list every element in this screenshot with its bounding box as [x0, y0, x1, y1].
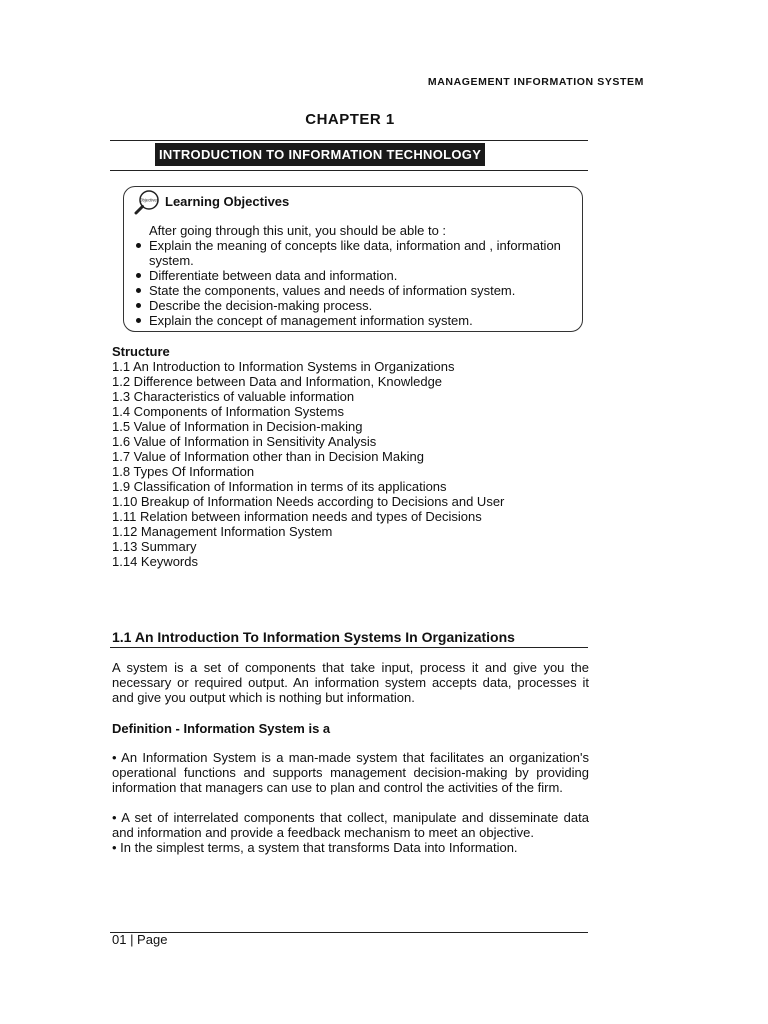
objective-item [133, 283, 573, 298]
bullet-icon [136, 273, 141, 278]
objective-item [133, 268, 573, 283]
objective-item [133, 298, 573, 313]
structure-item: 1.8 Types Of Information [112, 464, 255, 479]
structure-item: 1.10 Breakup of Information Needs according to Decisions and User [112, 494, 505, 509]
section-rule [110, 647, 588, 648]
objective-text: Describe the decision-making process. [149, 298, 373, 313]
objective-text: Explain the meaning of concepts like data, information and , information system. [149, 238, 561, 268]
objective-text: State the components, values and needs of information system. [149, 283, 516, 298]
bullet-icon [136, 243, 141, 248]
objective-item [133, 313, 573, 328]
magnifier-objectives-icon [133, 189, 161, 215]
structure-list [112, 344, 504, 569]
objective-text: Explain the concept of management information system. [149, 313, 473, 328]
chapter-label: CHAPTER 1 [305, 111, 395, 128]
structure-item: 1.13 Summary [112, 539, 197, 554]
page-number: 01 | Page [112, 932, 168, 947]
structure-item: 1.9 Classification of Information in terms of its applications [112, 479, 447, 494]
section-intro-paragraph: A system is a set of components that take input, process it and give you the necessary or required output. An information system accepts data, processes it and give you output which is nothing but information. [112, 660, 589, 705]
structure-item: 1.2 Difference between Data and Information, Knowledge [112, 374, 443, 389]
structure-item: 1.12 Management Information System [112, 524, 333, 539]
bullet-icon [136, 288, 141, 293]
objective-text: Differentiate between data and information. [149, 268, 398, 283]
bullet-icon [136, 318, 141, 323]
structure-heading: Structure [112, 344, 170, 359]
structure-item: 1.4 Components of Information Systems [112, 404, 344, 419]
learning-objectives-heading: Learning Objectives [165, 194, 290, 209]
running-header: MANAGEMENT INFORMATION SYSTEM [427, 76, 644, 88]
learning-objectives-list [133, 238, 573, 328]
title-rule [110, 170, 588, 171]
structure-item: 1.7 Value of Information other than in Decision Making [112, 449, 424, 464]
structure-item: 1.11 Relation between information needs and types of Decisions [112, 509, 482, 524]
bullet-icon [136, 303, 141, 308]
structure-item: 1.5 Value of Information in Decision-making [112, 419, 363, 434]
icon-caption: Objectives [139, 197, 159, 203]
learning-objectives-intro: After going through this unit, you should be able to : [149, 223, 447, 238]
footer-rule [110, 932, 588, 933]
chapter-title: INTRODUCTION TO INFORMATION TECHNOLOGY [155, 143, 485, 166]
structure-item: 1.3 Characteristics of valuable information [112, 389, 355, 404]
definition-heading: Definition - Information System is a [112, 721, 331, 736]
structure-item: 1.6 Value of Information in Sensitivity Analysis [112, 434, 377, 449]
definition-bullet: • An Information System is a man-made system that facilitates an organization's operational functions and supports management decision-making by providing information that managers can use to plan and control the activities of the firm. [112, 750, 589, 795]
objective-item [133, 238, 573, 268]
top-rule [110, 140, 588, 141]
definition-bullet: • A set of interrelated components that collect, manipulate and disseminate data and information and provide a feedback mechanism to meet an objective. [112, 810, 589, 840]
section-heading: 1.1 An Introduction To Information Systems In Organizations [112, 629, 515, 645]
definition-bullet: • In the simplest terms, a system that transforms Data into Information. [112, 840, 518, 855]
structure-item: 1.14 Keywords [112, 554, 198, 569]
structure-item: 1.1 An Introduction to Information Systems in Organizations [112, 359, 455, 374]
